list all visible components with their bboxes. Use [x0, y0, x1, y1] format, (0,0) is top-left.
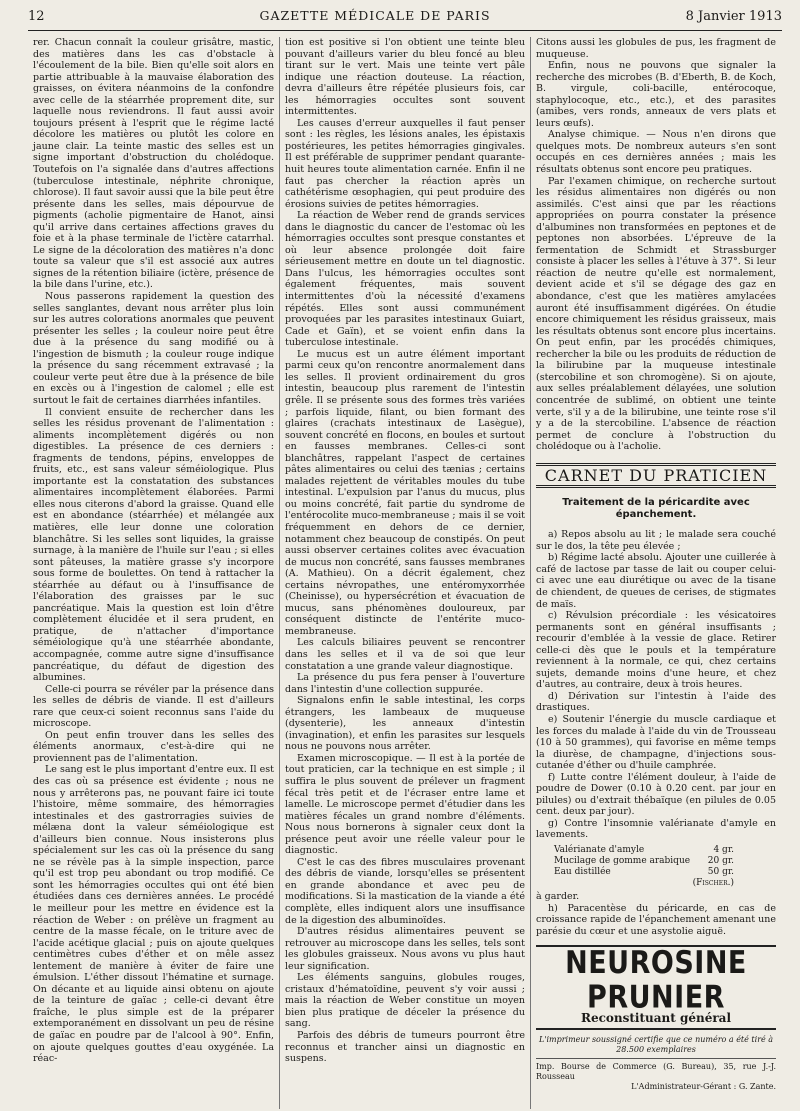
- ingredient-name: Valérianate d'amyle: [554, 845, 645, 855]
- paragraph: Par l'examen chimique, on recherche surtout les résidus alimentaires non digérés ou non assimilés. C'est ainsi que par les réactions appropriées on pourra constater la présence d'albumines non transformées en peptones et de peptones non absorbées. L'épreuve de la fermentation de Schmidt et Strassburger consiste à placer les selles à l'étuve à 37°. Si leur réaction de neutre qu'elle est normalement, devient acide et s'il se dégage des gaz en abondance, c'est que les matières amylacées auront été insuffisamment digérées. On étudie encore chimiquement les résidus graisseux, mais les résultats obtenus sont encore plus incertains. On peut enfin, par les procédés chimiques, rechercher la bile ou les produits de réduction de la bilirubine par la muqueuse intestinale (stercobiline et son chromogène). Si on ajoute, aux selles préalablement délayées, une solution concentrée de sublimé, on obtient une teinte verte, s'il y a de la bilirubine, une teinte rose s'il y a de la stercobiline. L'absence de réaction permet de conclure à l'obstruction du cholédoque ou à l'acholie.: [536, 175, 776, 453]
- ingredient-name: Eau distillée: [554, 867, 611, 877]
- paragraph: Celle-ci pourra se révéler par la présence dans les selles de débris de viande. Il est d'ailleurs rare que ceux-ci soient reconnus sans l'aide du microscope.: [33, 683, 274, 730]
- paragraph: Il convient ensuite de rechercher dans les selles les résidus provenant de l'alimentation : aliments incomplètement digérés ou non digestibles. La présence de ces derniers : fragments de tendons, pépins, enveloppes de fruits, etc., est sans valeur séméiologique. Plus importante est la constatation des substances alimentaires incomplètement élaborées. Parmi elles nous citerons d'abord la graisse. Quand elle est en abondance (stéarrhée) et mélangée aux matières, elle leur donne une coloration blanchâtre. Si les selles sont liquides, la graisse surnage, à la manière de l'huile sur l'eau ; si elles sont pâteuses, la matière grasse s'y incorpore sous forme de boulettes. On tend à rattacher la stéarrhée au défaut ou à l'insuffisance de l'élaboration des graisses par le suc pancréatique. Mais la question est loin d'être complètement élucidée et il sera prudent, en pratique, de n'attacher d'importance séméiologique qu'à une stéarrhée abondante, accompagnée, comme autre signe d'insuffisance pancréatique, du défaut de digestion des albumines.: [33, 406, 274, 684]
- paragraph: Nous passerons rapidement la question des selles sanglantes, devant nous arrêter plus loin sur les autres colorations anormales que peuvent présenter les selles ; la couleur noire peut être due à la présence du sang modifié ou à l'ingestion de bismuth ; la couleur rouge indique la présence du sang récemment extravasé ; la couleur verte peut être due à la présence de bile en excès ou à l'ingestion de calomel ; elle est surtout le fait de certaines diarrhées infantiles.: [33, 291, 274, 406]
- article-columns: [28, 37, 782, 1109]
- carnet-item: e) Soutenir l'énergie du muscle cardiaque et les forces du malade à l'aide du vin de Trousseau (10 à 50 grammes), qui favorise en même temps la diurèse, de champagne, d'injections sous-cutanée d'éther ou d'huile camphrée.: [536, 713, 776, 772]
- paragraph: D'autres résidus alimentaires peuvent se retrouver au microscope dans les selles, tels sont les globules graisseux. Nous avons vu plus haut leur signification.: [285, 926, 525, 972]
- prescription: [554, 845, 734, 889]
- print-run-certification: L'imprimeur soussigné certifie que ce numéro a été tiré à 28.500 exemplaires: [538, 1035, 774, 1055]
- manager-line: L'Administrateur-Gérant : G. Zante.: [631, 1082, 776, 1092]
- printer-line: Imp. Bourse de Commerce (G. Bureau), 35, rue J.-J. Rousseau: [536, 1062, 776, 1082]
- prescription-line: [554, 856, 734, 867]
- column-1: [28, 37, 279, 1109]
- advertisement: [536, 945, 776, 1030]
- prescription-author: (Fischer.): [692, 878, 734, 888]
- paragraph: Les causes d'erreur auxquelles il faut penser sont : les règles, les lésions anales, les épistaxis postérieures, les petites hémorragies gingivales. Il est préférable de supprimer pendant quarante-huit heures toute alimentation carnée. Enfin il ne faut pas chercher la réaction après un cathétérisme œsophagien, qui peut produire des érosions suivies de petites hémorragies.: [285, 117, 525, 210]
- prescription-line: [554, 867, 734, 878]
- ingredient-qty: 4 gr.: [713, 845, 734, 855]
- paragraph: Les éléments sanguins, globules rouges, cristaux d'hématoïdine, peuvent s'y voir aussi ; mais la réaction de Weber constitue un moyen bien plus pratique de déceler la présence du sang.: [285, 972, 525, 1030]
- column-2: [279, 37, 530, 1109]
- paragraph: La réaction de Weber rend de grands services dans le diagnostic du cancer de l'estomac où les hémorragies occultes sont presque constantes et où leur absence prolongée doit faire sérieusement mettre en doute un tel diagnostic. Dans l'ulcus, les hémorragies occultes sont également fréquentes, mais souvent intermittentes d'où la nécessité d'examens répétés. Elles sont aussi communément provoquées par les parasites intestinaux Guiart, Cade et Gaïn), et se voient enfin dans la tuberculose intestinale.: [285, 210, 525, 349]
- ad-brand: NEUROSINE PRUNIER: [565, 945, 747, 1016]
- imprint: [536, 1035, 776, 1092]
- page-header: [28, 8, 782, 31]
- prescription-line: [554, 845, 734, 856]
- carnet-item: g) Contre l'insomnie valérianate d'amyle en lavements.: [536, 817, 776, 841]
- paragraph: rer. Chacun connaît la couleur grisâtre, mastic, des matières dans les cas d'obstacle à l'écoulement de la bile. Bien qu'elle soit alors en partie attribuable à la mauvaise élaboration des graisses, on évitera néanmoins de la confondre avec celle de la stéarrhée proprement dite, sur laquelle nous reviendrons. Il faut aussi avoir toujours présent à l'esprit que le régime lacté décolore les matières ou plutôt les colore en jaune clair. La teinte mastic des selles est un signe important d'obstruction du cholédoque. Toutefois on l'a signalée dans d'autres affections (tuberculose intestinale, néphrite chronique, chlorose). Il faut savoir aussi que la bile peut être présente dans les selles, mais dépourvue de pigments (acholie pigmentaire de Hanot, ainsi qu'il arrive dans certaines affections graves du foie et à la phase terminale de l'ictère catarrhal. Le signe de la décoloration des matières n'a donc toute sa valeur que s'il est associé aux autres signes de la rétention biliaire (ictère, présence de la bile dans l'urine, etc.).: [33, 37, 274, 291]
- paragraph: C'est le cas des fibres musculaires provenant des débris de viande, lorsqu'elles se présentent en grande abondance et avec peu de modifications. Si la mastication de la viande a été complète, elles indiquent alors une insuffisance de la digestion des albuminoïdes.: [285, 856, 525, 926]
- paragraph: Parfois des débris de tumeurs pourront être reconnus et trancher ainsi un diagnostic en suspens.: [285, 1030, 525, 1065]
- paragraph: La présence du pus fera penser à l'ouverture dans l'intestin d'une collection suppurée.: [285, 672, 525, 695]
- column-3: [530, 37, 781, 1109]
- ad-tagline: Reconstituant général: [580, 1011, 732, 1026]
- divider: [536, 1058, 776, 1059]
- ingredient-name: Mucilage de gomme arabique: [554, 856, 691, 866]
- carnet-item: d) Dérivation sur l'intestin à l'aide des drastiques.: [536, 690, 776, 714]
- carnet-item: c) Révulsion précordiale : les vésicatoires permanents sont en général insuffisants ; recourir d'emblée à la vessie de glace. Retirer celle-ci dès que le pouls et la température reviennent à la normale, ce qui, chez certains sujets, demande moins d'une heure, et chez d'autres, au contraire, deux à trois heures.: [536, 610, 776, 691]
- page-number: 12: [28, 9, 45, 24]
- carnet-subtitle: Traitement de la péricardite avec épanchement.: [562, 497, 750, 521]
- carnet-item: f) Lutte contre l'élément douleur, à l'aide de poudre de Dower (0.10 à 0.20 cent. par jour en pilules) ou d'extrait thébaïque (en pilules de 0.05 cent. deux par jour).: [536, 771, 776, 818]
- paragraph: Citons aussi les globules de pus, les fragment de muqueuse.: [536, 37, 776, 60]
- carnet-item: a) Repos absolu au lit ; le malade sera couché sur le dos, la tête peu élevée ;: [536, 529, 776, 552]
- paragraph: Le mucus est un autre élément important parmi ceux qu'on rencontre anormalement dans les selles. Il provient ordinairement du gros intestin, beaucoup plus rarement de l'intestin grêle. Il se présente sous des formes très variées ; parfois liquide, filant, ou bien formant des glaires (crachats intestinaux de Lasègue), souvent concrété en flocons, en boules et surtout en fausses membranes. Celles-ci sont blanchâtres, rappelant l'aspect de certaines pâtes alimentaires ou celui des tænias ; certains malades rejettent de véritables moules du tube intestinal. L'expulsion par l'anus du mucus, plus ou moins concrété, fait partie du syndrome de l'entérocolite muco-membraneuse ; mais il se voit fréquemment en dehors de ce dernier, notamment chez beaucoup de constipés. On peut aussi observer certaines colites avec évacuation de mucus non concrété, sans fausses membranes (A. Mathieu). On a décrit également, chez certains névropathes, une entéromyxorrhée (Cheinisse), ou hypersécrétion et évacuation de mucus, sans phénomènes douloureux, par conséquent distincte de l'entérite muco-membraneuse.: [285, 348, 525, 637]
- paragraph: Signalons enfin le sable intestinal, les corps étrangers, les lambeaux de muqueuse (dysenterie), les anneaux d'intestin (invagination), et enfin les parasites sur lesquels nous ne pouvons nous arrêter.: [285, 695, 525, 753]
- paragraph: Examen microscopique. — Il est à la portée de tout praticien, car la technique en est simple ; il suffira le plus souvent de prélever un fragment fécal très petit et de l'écraser entre lame et lamelle. Le microscope permet d'étudier dans les matières fécales un grand nombre d'éléments. Nous nous bornerons à signaler ceux dont la présence peut avoir une réelle valeur pour le diagnostic.: [285, 752, 525, 857]
- ingredient-qty: 50 gr.: [707, 867, 734, 877]
- journal-title: GAZETTE MÉDICALE DE PARIS: [259, 8, 491, 23]
- carnet-item: h) Paracentèse du péricarde, en cas de croissance rapide de l'épanchement amenant une parésie du cœur et une asystolie aiguë.: [536, 902, 776, 937]
- prescription-note: à garder.: [536, 891, 580, 902]
- paragraph: On peut enfin trouver dans les selles des éléments anormaux, c'est-à-dire qui ne proviennent pas de l'alimentation.: [33, 729, 274, 764]
- carnet-item: b) Régime lacté absolu. Ajouter une cuillerée à café de lactose par tasse de lait ou couper celui-ci avec une eau diurétique ou avec de la tisane de chiendent, de queues de cerises, de stigmates de maïs.: [536, 552, 776, 610]
- issue-date: 8 Janvier 1913: [685, 9, 782, 24]
- paragraph: Enfin, nous ne pouvons que signaler la recherche des microbes (B. d'Eberth, B. de Koch, B. virgule, coli-bacille, entérocoque, staphylocoque, etc., etc.), et des parasites (amibes, vers ronds, anneaux de vers plats et leurs œufs).: [536, 60, 776, 129]
- paragraph: Analyse chimique. — Nous n'en dirons que quelques mots. De nombreux auteurs s'en sont occupés en ces dernières années ; mais les résultats obtenus sont encore peu pratiques.: [536, 129, 776, 176]
- paragraph: Le sang est le plus important d'entre eux. Il est des cas où sa présence est évidente ; nous ne nous y arrêterons pas, ne pouvant faire ici toute l'histoire, même sommaire, des hémorragies intestinales et des gastrorragies suivies de mélæna dont la valeur séméiologique est d'ailleurs bien connue. Nous insisterons plus spécialement sur les cas où la présence du sang ne se révèle pas à la simple inspection, parce qu'il est trop peu abondant ou trop modifié. Ce sont les hémorragies occultes qui ont été bien étudiées dans ces dernières années. Le procédé le meilleur pour les mettre en évidence est la réaction de Weber : on prélève un fragment au centre de la masse fécale, on le triture avec de l'acide acétique glacial ; puis on ajoute quelques centimètres cubes d'éther et on mêle assez lentement de manière à éviter de faire une émulsion. L'éther dissout l'hématine et surnage. On décante et au liquide ainsi obtenu on ajoute de la teinture de gaïac ; celle-ci devant être fraîche, le plus simple est de la préparer extemporanément en dissolvant un peu de résine de gaïac en poudre par de l'alcool à 90°. Enfin, on ajoute quelques gouttes d'eau oxygénée. La réac-: [33, 764, 274, 1065]
- paragraph: tion est positive si l'on obtient une teinte bleu pouvant d'ailleurs varier du bleu foncé au bleu tirant sur le vert. Mais une teinte vert pâle indique une réaction douteuse. La réaction, devra d'ailleurs être répétée plusieurs fois, car les hémorragies occultes sont souvent intermittentes.: [285, 37, 525, 118]
- paragraph: Les calculs biliaires peuvent se rencontrer dans les selles et il va de soi que leur constatation a une grande valeur diagnostique.: [285, 637, 525, 672]
- carnet-title: CARNET DU PRATICIEN: [536, 463, 776, 489]
- ingredient-qty: 20 gr.: [707, 856, 734, 866]
